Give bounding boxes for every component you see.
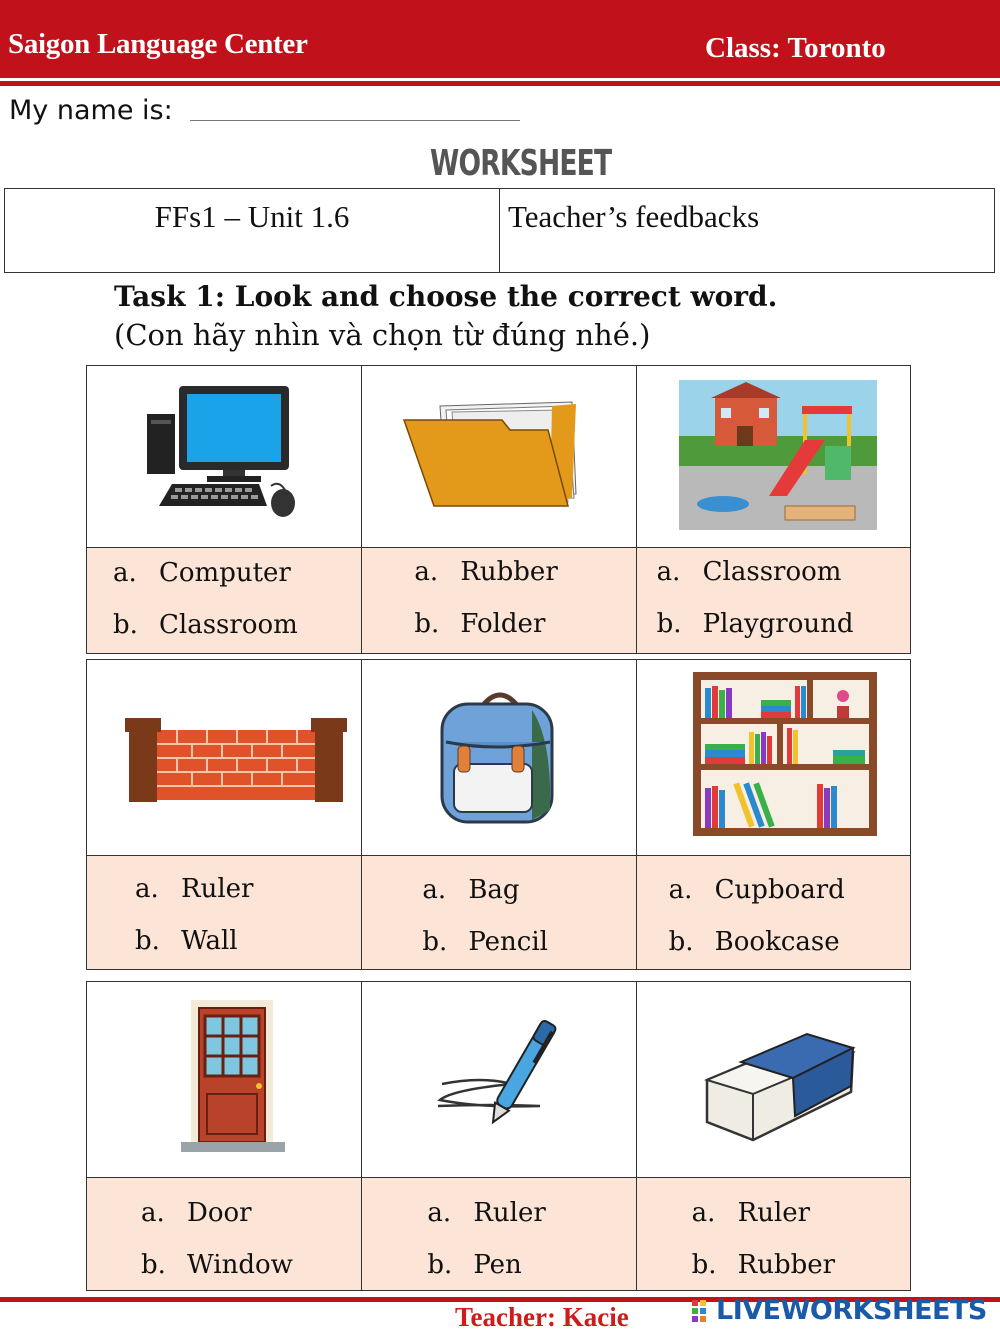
question-image-cell [361, 982, 635, 1177]
question-image-cell [361, 660, 635, 855]
option-b[interactable]: b. Pencil [422, 927, 548, 957]
computer-icon [87, 366, 362, 547]
worksheet-title: WORKSHEET [430, 143, 612, 184]
bag-icon [362, 660, 637, 855]
class-label: Class: Toronto [705, 32, 886, 64]
answer-cell [636, 856, 910, 969]
question-image-cell [636, 660, 910, 855]
answer-cell [87, 548, 361, 653]
option-a[interactable]: a. Classroom [656, 557, 842, 587]
option-b[interactable]: b. Bookcase [668, 927, 840, 957]
question-image-cell [636, 982, 910, 1177]
center-name: Saigon Language Center [8, 28, 308, 60]
liveworksheets-logo-icon [692, 1300, 714, 1322]
option-b[interactable]: b. Rubber [691, 1250, 836, 1280]
unit-label: FFs1 – Unit 1.6 [5, 189, 500, 272]
folder-icon [362, 366, 637, 547]
question-image-cell [636, 366, 910, 547]
option-a[interactable]: a. Bag [422, 875, 520, 905]
question-grid-3 [86, 981, 911, 1291]
option-b[interactable]: b. Folder [414, 609, 546, 639]
question-image-cell [361, 366, 635, 547]
question-image-cell [87, 982, 361, 1177]
option-b[interactable]: b. Wall [135, 926, 238, 956]
info-table [4, 188, 995, 273]
bookcase-icon [637, 660, 912, 855]
answer-cell [361, 856, 635, 969]
question-image-cell [87, 660, 361, 855]
option-a[interactable]: a. Ruler [691, 1198, 811, 1228]
liveworksheets-brand[interactable]: LIVEWORKSHEETS [716, 1295, 987, 1326]
answer-cell [636, 548, 910, 653]
task-subtitle: (Con hãy nhìn và chọn từ đúng nhé.) [114, 318, 651, 352]
header-divider [0, 81, 1000, 86]
name-input-line[interactable] [190, 120, 520, 121]
option-b[interactable]: b. Classroom [113, 610, 298, 640]
pen-icon [362, 982, 637, 1177]
playground-icon [637, 366, 912, 547]
answer-cell [361, 1178, 635, 1290]
option-b[interactable]: b. Pen [427, 1250, 522, 1280]
answer-cell [87, 1178, 361, 1290]
answer-cell [636, 1178, 910, 1290]
door-icon [87, 982, 362, 1177]
option-b[interactable]: b. Window [141, 1250, 293, 1280]
option-a[interactable]: a. Cupboard [668, 875, 845, 905]
question-grid-2 [86, 659, 911, 970]
answer-cell [361, 548, 635, 653]
option-a[interactable]: a. Ruler [135, 874, 254, 904]
option-a[interactable]: a. Ruler [427, 1198, 546, 1228]
answer-cell [87, 856, 361, 969]
task-title: Task 1: Look and choose the correct word. [114, 280, 778, 313]
question-image-cell [87, 366, 361, 547]
name-prompt: My name is: [9, 95, 173, 126]
teacher-name: Teacher: Kacie [455, 1302, 629, 1332]
question-grid-1 [86, 365, 911, 654]
option-a[interactable]: a. Rubber [414, 557, 558, 587]
option-a[interactable]: a. Door [141, 1198, 252, 1228]
wall-icon [87, 660, 362, 855]
feedback-label: Teacher’s feedbacks [508, 199, 760, 234]
option-b[interactable]: b. Playground [656, 609, 854, 639]
option-a[interactable]: a. Computer [113, 558, 291, 588]
rubber-icon [637, 982, 912, 1177]
